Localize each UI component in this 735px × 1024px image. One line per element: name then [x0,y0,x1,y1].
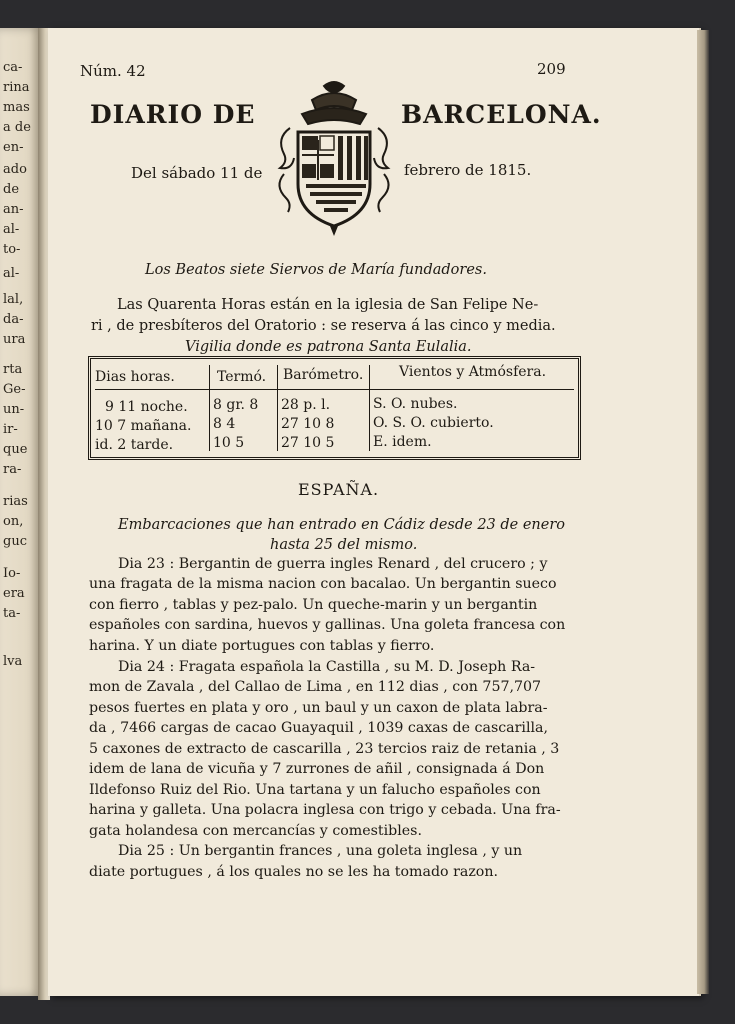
left-page-fragment: rina [3,80,30,95]
subsection-title-line-1: Embarcaciones que han entrado en Cádiz desde 23 de enero [118,517,566,533]
left-page-edge [0,28,42,996]
left-page-fragment: lva [3,654,23,669]
masthead-title-left: DIARIO DE [90,100,256,129]
left-page-fragment: rias [3,494,28,509]
article-line: da , 7466 cargas de cacao Guayaquil , 1039 caxas de cascarilla, [89,720,548,736]
left-page-fragment: ra- [3,462,22,477]
left-page-fragment: mas [3,100,30,115]
weather-cell: 28 p. l. [281,397,331,413]
article-line: idem de lana de vicuña y 7 zurrones de añil , consignada á Don [89,761,545,777]
barcelona-coat-of-arms [272,78,396,238]
left-page-fragment: era [3,586,25,601]
date-right: febrero de 1815. [404,161,532,179]
announcement-line-3: Vigilia donde es patrona Santa Eulalia. [185,339,472,355]
issue-number: Núm. 42 [80,62,146,80]
weather-cell: S. O. nubes. [373,396,458,412]
left-page-fragment: a de [3,120,31,135]
weather-cell: 10 5 [213,435,245,451]
weather-header: Termó. [217,369,267,385]
left-page-fragment: de [3,182,20,197]
page-edge [697,30,709,994]
left-page-fragment: Ge- [3,382,26,397]
left-page-fragment: al- [3,266,20,281]
article-line: una fragata de la misma nacion con bacalao. Un bergantin sueco [89,576,557,592]
article-line: 5 caxones de extracto de cascarilla , 23 tercios raiz de retania , 3 [89,741,560,757]
weather-cell: 9 11 noche. [105,399,188,415]
left-page-fragment: que [3,442,28,457]
article-line: con fierro , tablas y pez-palo. Un queche-marin y un bergantin [89,597,538,613]
saints-of-the-day: Los Beatos siete Siervos de María fundadores. [145,262,487,278]
date-left: Del sábado 11 de [131,164,263,182]
left-page-fragment: al- [3,222,20,237]
left-page-fragment: ir- [3,422,18,437]
article-line: Dia 25 : Un bergantin frances , una goleta inglesa , y un [118,843,523,859]
article-line: Ildefonso Ruiz del Rio. Una tartana y un falucho españoles con [89,782,541,798]
left-page-fragment: ura [3,332,26,347]
left-page-fragment: da- [3,312,24,327]
left-page-fragment: Io- [3,566,21,581]
left-page-fragment: lal, [3,292,24,307]
announcement-line-2: ri , de presbíteros del Oratorio : se reserva á las cinco y media. [91,318,556,334]
article-line: españoles con sardina, huevos y gallinas. Una goleta francesa con [89,617,566,633]
article-line: gata holandesa con mercancías y comestibles. [89,823,422,839]
left-page-fragment: ta- [3,606,21,621]
masthead-title-right: BARCELONA. [401,100,602,129]
left-page-fragment: ado [3,162,27,177]
article-line: pesos fuertes en plata y oro , un baul y un caxon de plata labra- [89,700,548,716]
weather-cell: 8 4 [213,416,236,432]
article-line: Dia 24 : Fragata española la Castilla , su M. D. Joseph Ra- [118,659,536,675]
left-page-fragment: to- [3,242,21,257]
weather-cell: 27 10 5 [281,435,335,451]
weather-cell: E. idem. [373,434,432,450]
article-line: harina. Y un diate portugues con tablas y fierro. [89,638,435,654]
article-line: diate portugues , á los quales no se les ha tomado razon. [89,864,498,880]
weather-cell: 10 7 mañana. [95,418,192,434]
article-line: mon de Zavala , del Callao de Lima , en 112 dias , con 757,707 [89,679,542,695]
weather-header: Dias horas. [95,369,175,385]
section-title: ESPAÑA. [298,480,380,499]
announcement-line-1: Las Quarenta Horas están en la iglesia de San Felipe Ne- [117,297,539,313]
weather-cell: O. S. O. cubierto. [373,415,494,431]
left-page-fragment: on, [3,514,24,529]
weather-cell: id. 2 tarde. [95,437,174,453]
left-page-fragment: guc [3,534,27,549]
left-page-fragment: un- [3,402,25,417]
article-line: Dia 23 : Bergantin de guerra ingles Renard , del crucero ; y [118,556,548,572]
article-line: harina y galleta. Una polacra inglesa con trigo y cebada. Una fra- [89,802,561,818]
page-number: 209 [537,60,566,78]
left-page-fragment: rta [3,362,23,377]
left-page-fragment: ca- [3,60,23,75]
left-page-fragment: en- [3,140,24,155]
weather-cell: 8 gr. 8 [213,397,259,413]
weather-header: Vientos y Atmósfera. [399,364,547,380]
weather-cell: 27 10 8 [281,416,335,432]
subsection-title-line-2: hasta 25 del mismo. [270,537,418,553]
weather-table [88,356,581,460]
left-page-fragment: an- [3,202,24,217]
weather-header: Barómetro. [283,367,364,383]
